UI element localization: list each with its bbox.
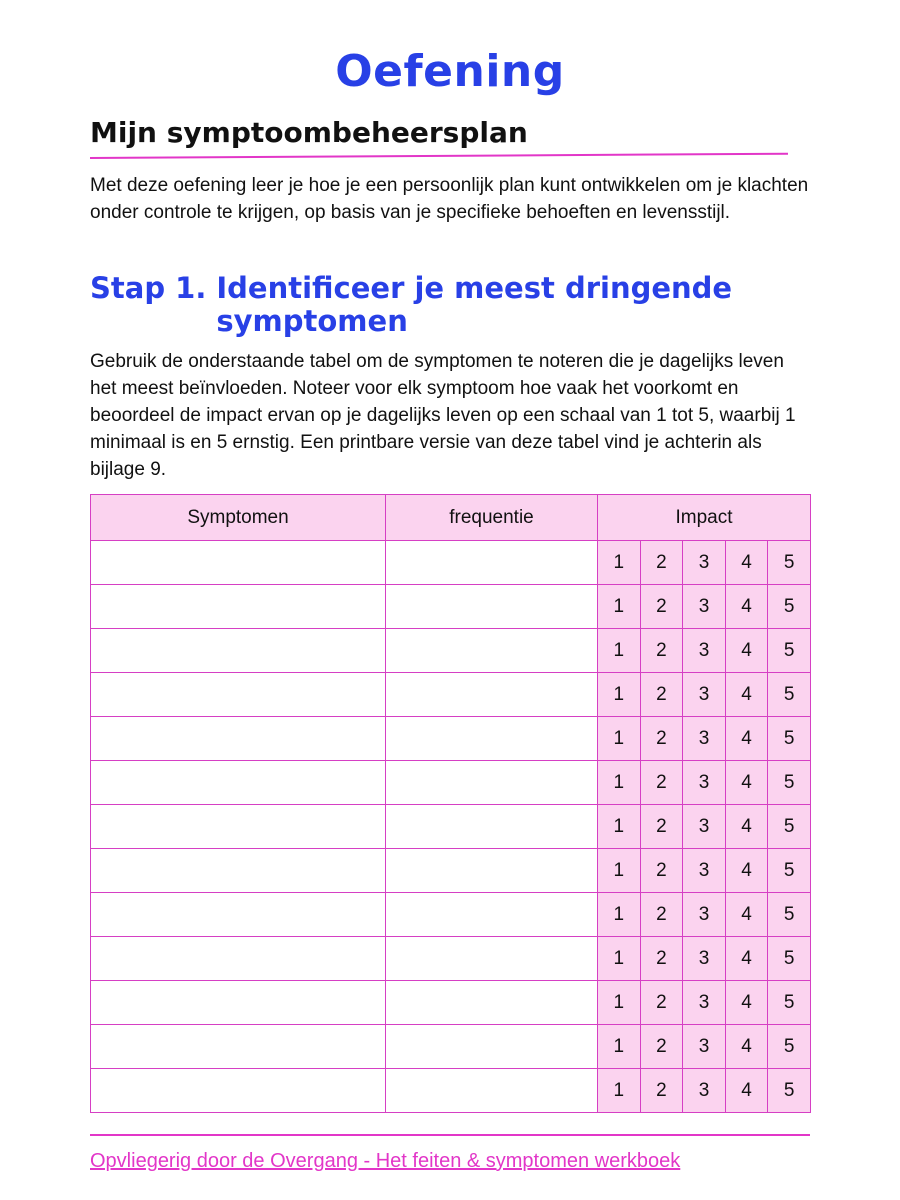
instructions-paragraph: Gebruik de onderstaande tabel om de symptomen te noteren die je dagelijks leven het meest beïnvloeden. Noteer voor elk symptoom hoe vaak het voorkomt en beoordeel de impact ervan op je dagelijks leven op een schaal van 1 tot 5, waarbij 1 minimaal is en 5 ernstig. Een printbare versie van deze tabel vind je achterin als bijlage 9.	[90, 351, 796, 480]
impact-rating-5[interactable]: 5	[768, 1069, 811, 1113]
table-row	[91, 541, 811, 585]
impact-rating-4[interactable]: 4	[725, 585, 768, 629]
impact-rating-5[interactable]: 5	[768, 541, 811, 585]
impact-rating-4[interactable]: 4	[725, 1025, 768, 1069]
symptom-cell[interactable]	[91, 761, 386, 805]
impact-rating-5[interactable]: 5	[768, 981, 811, 1025]
impact-rating-4[interactable]: 4	[725, 893, 768, 937]
symptom-cell[interactable]	[91, 717, 386, 761]
table-row	[91, 1069, 811, 1113]
impact-rating-2[interactable]: 2	[640, 629, 683, 673]
step-number: Stap 1.	[90, 271, 207, 305]
impact-rating-3[interactable]: 3	[683, 1069, 726, 1113]
impact-rating-2[interactable]: 2	[640, 849, 683, 893]
table-header-row	[91, 495, 811, 541]
impact-rating-4[interactable]: 4	[725, 805, 768, 849]
impact-rating-5[interactable]: 5	[768, 805, 811, 849]
impact-rating-1[interactable]: 1	[598, 805, 641, 849]
table-row	[91, 673, 811, 717]
impact-rating-3[interactable]: 3	[683, 849, 726, 893]
table-body	[91, 541, 811, 1113]
impact-rating-4[interactable]: 4	[725, 1069, 768, 1113]
impact-rating-1[interactable]: 1	[598, 629, 641, 673]
frequency-cell[interactable]	[386, 849, 598, 893]
impact-rating-3[interactable]: 3	[683, 937, 726, 981]
frequency-cell[interactable]	[386, 629, 598, 673]
impact-rating-3[interactable]: 3	[683, 629, 726, 673]
header-symptomen: Symptomen	[91, 495, 386, 541]
impact-rating-2[interactable]: 2	[640, 1025, 683, 1069]
symptom-cell[interactable]	[91, 629, 386, 673]
frequency-cell[interactable]	[386, 585, 598, 629]
impact-rating-1[interactable]: 1	[598, 1069, 641, 1113]
frequency-cell[interactable]	[386, 893, 598, 937]
table-row	[91, 805, 811, 849]
impact-rating-1[interactable]: 1	[598, 761, 641, 805]
frequency-cell[interactable]	[386, 1069, 598, 1113]
impact-rating-1[interactable]: 1	[598, 585, 641, 629]
impact-rating-5[interactable]: 5	[768, 717, 811, 761]
impact-rating-5[interactable]: 5	[768, 629, 811, 673]
table-row	[91, 629, 811, 673]
impact-rating-1[interactable]: 1	[598, 717, 641, 761]
impact-rating-5[interactable]: 5	[768, 673, 811, 717]
impact-rating-2[interactable]: 2	[640, 1069, 683, 1113]
table-row	[91, 981, 811, 1025]
impact-rating-1[interactable]: 1	[598, 1025, 641, 1069]
impact-rating-4[interactable]: 4	[725, 541, 768, 585]
impact-rating-1[interactable]: 1	[598, 893, 641, 937]
impact-rating-4[interactable]: 4	[725, 761, 768, 805]
symptom-cell[interactable]	[91, 805, 386, 849]
impact-rating-4[interactable]: 4	[725, 849, 768, 893]
impact-rating-1[interactable]: 1	[598, 673, 641, 717]
impact-rating-5[interactable]: 5	[768, 937, 811, 981]
header-impact: Impact	[598, 495, 811, 541]
impact-rating-2[interactable]: 2	[640, 541, 683, 585]
table-row	[91, 1025, 811, 1069]
table-row	[91, 849, 811, 893]
impact-rating-2[interactable]: 2	[640, 937, 683, 981]
symptom-cell[interactable]	[91, 673, 386, 717]
symptom-cell[interactable]	[91, 937, 386, 981]
impact-rating-2[interactable]: 2	[640, 717, 683, 761]
impact-rating-2[interactable]: 2	[640, 893, 683, 937]
table-row	[91, 585, 811, 629]
impact-rating-1[interactable]: 1	[598, 541, 641, 585]
step-title: Identificeer je meest dringende symptomen	[216, 271, 733, 338]
symptom-cell[interactable]	[91, 981, 386, 1025]
symptom-cell[interactable]	[91, 541, 386, 585]
impact-rating-3[interactable]: 3	[683, 761, 726, 805]
symptom-table	[90, 494, 811, 1113]
impact-rating-4[interactable]: 4	[725, 981, 768, 1025]
symptom-cell[interactable]	[91, 585, 386, 629]
impact-rating-3[interactable]: 3	[683, 673, 726, 717]
intro-paragraph: Met deze oefening leer je hoe je een persoonlijk plan kunt ontwikkelen om je klachten onder controle te krijgen, op basis van je specifieke behoeften en levensstijl.	[90, 175, 809, 223]
impact-rating-4[interactable]: 4	[725, 629, 768, 673]
frequency-cell[interactable]	[386, 981, 598, 1025]
impact-rating-5[interactable]: 5	[768, 849, 811, 893]
table-row	[91, 937, 811, 981]
frequency-cell[interactable]	[386, 1025, 598, 1069]
symptom-cell[interactable]	[91, 893, 386, 937]
impact-rating-3[interactable]: 3	[683, 805, 726, 849]
subtitle-underline	[90, 153, 788, 159]
impact-rating-2[interactable]: 2	[640, 585, 683, 629]
impact-rating-3[interactable]: 3	[683, 1025, 726, 1069]
impact-rating-3[interactable]: 3	[683, 541, 726, 585]
impact-rating-2[interactable]: 2	[640, 673, 683, 717]
impact-rating-5[interactable]: 5	[768, 585, 811, 629]
impact-rating-2[interactable]: 2	[640, 981, 683, 1025]
frequency-cell[interactable]	[386, 673, 598, 717]
frequency-cell[interactable]	[386, 717, 598, 761]
impact-rating-3[interactable]: 3	[683, 893, 726, 937]
frequency-cell[interactable]	[386, 937, 598, 981]
table-row	[91, 761, 811, 805]
header-frequentie: frequentie	[386, 495, 598, 541]
impact-rating-3[interactable]: 3	[683, 717, 726, 761]
impact-rating-4[interactable]: 4	[725, 937, 768, 981]
table-row	[91, 717, 811, 761]
impact-rating-3[interactable]: 3	[683, 981, 726, 1025]
table-row	[91, 893, 811, 937]
impact-rating-1[interactable]: 1	[598, 937, 641, 981]
frequency-cell[interactable]	[386, 541, 598, 585]
impact-rating-1[interactable]: 1	[598, 849, 641, 893]
impact-rating-4[interactable]: 4	[725, 673, 768, 717]
page-title: Oefening	[335, 46, 565, 97]
symptom-cell[interactable]	[91, 1069, 386, 1113]
frequency-cell[interactable]	[386, 761, 598, 805]
impact-rating-1[interactable]: 1	[598, 981, 641, 1025]
impact-rating-2[interactable]: 2	[640, 805, 683, 849]
footer-book-link[interactable]: Opvliegerig door de Overgang - Het feiten & symptomen werkboek	[90, 1150, 681, 1172]
footer-divider	[90, 1134, 810, 1136]
impact-rating-4[interactable]: 4	[725, 717, 768, 761]
impact-rating-5[interactable]: 5	[768, 893, 811, 937]
impact-rating-5[interactable]: 5	[768, 1025, 811, 1069]
impact-rating-3[interactable]: 3	[683, 585, 726, 629]
page-subtitle: Mijn symptoombeheersplan	[90, 116, 528, 149]
impact-rating-2[interactable]: 2	[640, 761, 683, 805]
symptom-cell[interactable]	[91, 1025, 386, 1069]
step-heading	[90, 272, 810, 338]
impact-rating-5[interactable]: 5	[768, 761, 811, 805]
symptom-cell[interactable]	[91, 849, 386, 893]
frequency-cell[interactable]	[386, 805, 598, 849]
